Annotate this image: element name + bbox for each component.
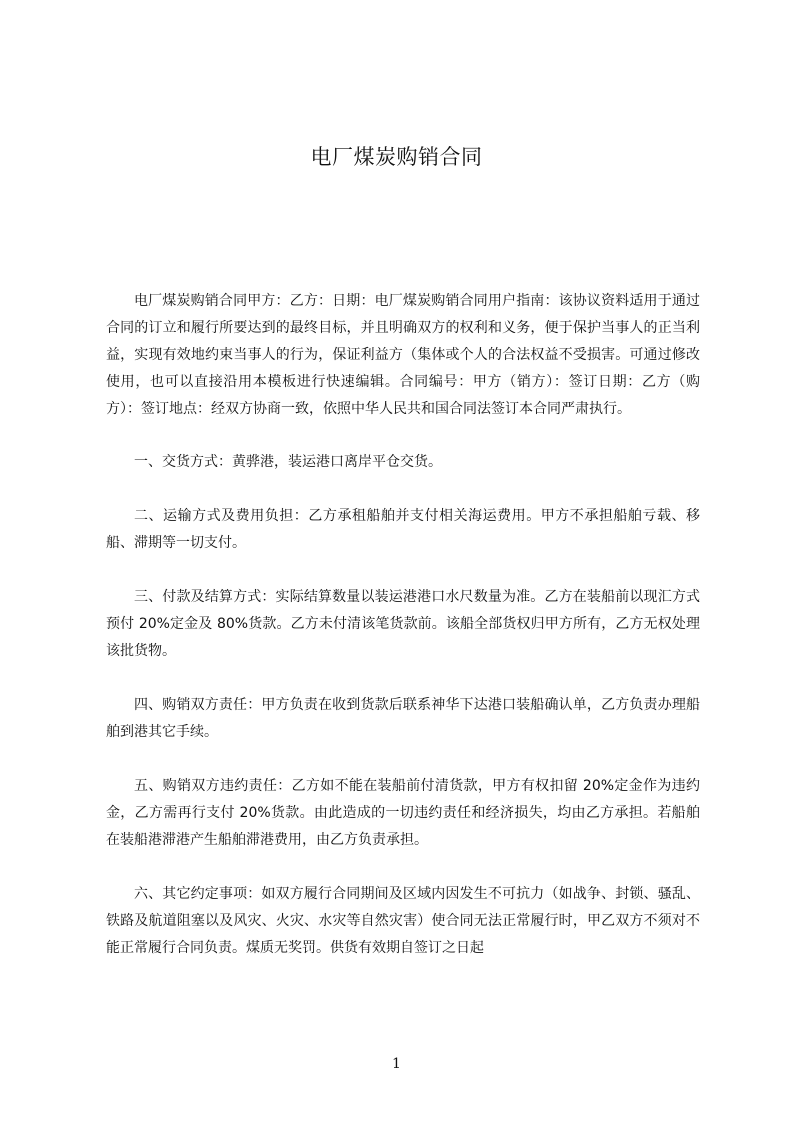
- clause-party-responsibilities: 四、购销双方责任：甲方负责在收到货款后联系神华下达港口装船确认单，乙方负责办理船舶到港其它手续。: [106, 697, 700, 740]
- document-title: 电厂煤炭购销合同: [310, 145, 483, 169]
- page-number: 1: [392, 1056, 401, 1072]
- clause-delivery-method: 一、交货方式：黄骅港，装运港口离岸平仓交货。: [134, 454, 442, 470]
- clause-payment-settlement: 三、付款及结算方式：实际结算数量以装运港港口水尺数量为准。乙方在装船前以现汇方式预付 20%定金及 80%货款。乙方未付清该笔货款前。该船全部货权归甲方所有，乙方无权处理该批货物。: [106, 589, 700, 659]
- clause-transport-costs: 二、运输方式及费用负担：乙方承租船舶并支付相关海运费用。甲方不承担船舶亏载、移船、滞期等一切支付。: [106, 508, 700, 551]
- clause-breach-liability: 五、购销双方违约责任：乙方如不能在装船前付清货款，甲方有权扣留 20%定金作为违约金，乙方需再行支付 20%货款。由此造成的一切违约责任和经济损失，均由乙方承担。若船舶在装船港滞港产生船舶滞港费用，由乙方负责承担。: [106, 778, 700, 848]
- clause-other-terms: 六、其它约定事项：如双方履行合同期间及区域内因发生不可抗力（如战争、封锁、骚乱、铁路及航道阻塞以及风灾、火灾、水灾等自然灾害）使合同无法正常履行时，甲乙双方不须对不能正常履行合同负责。煤质无奖罚。供货有效期自签订之日起: [106, 886, 700, 956]
- document-body: [106, 288, 700, 989]
- intro-paragraph: 电厂煤炭购销合同甲方：乙方：日期：电厂煤炭购销合同用户指南：该协议资料适用于通过合同的订立和履行所要达到的最终目标，并且明确双方的权利和义务，便于保护当事人的正当利益，实现有效地约束当事人的行为，保证利益方（集体或个人的合法权益不受损害。可通过修改使用，也可以直接沿用本模板进行快速编辑。合同编号：甲方（销方）：签订日期：乙方（购方）：签订地点：经双方协商一致，依照中华人民共和国合同法签订本合同严肃执行。: [106, 293, 700, 417]
